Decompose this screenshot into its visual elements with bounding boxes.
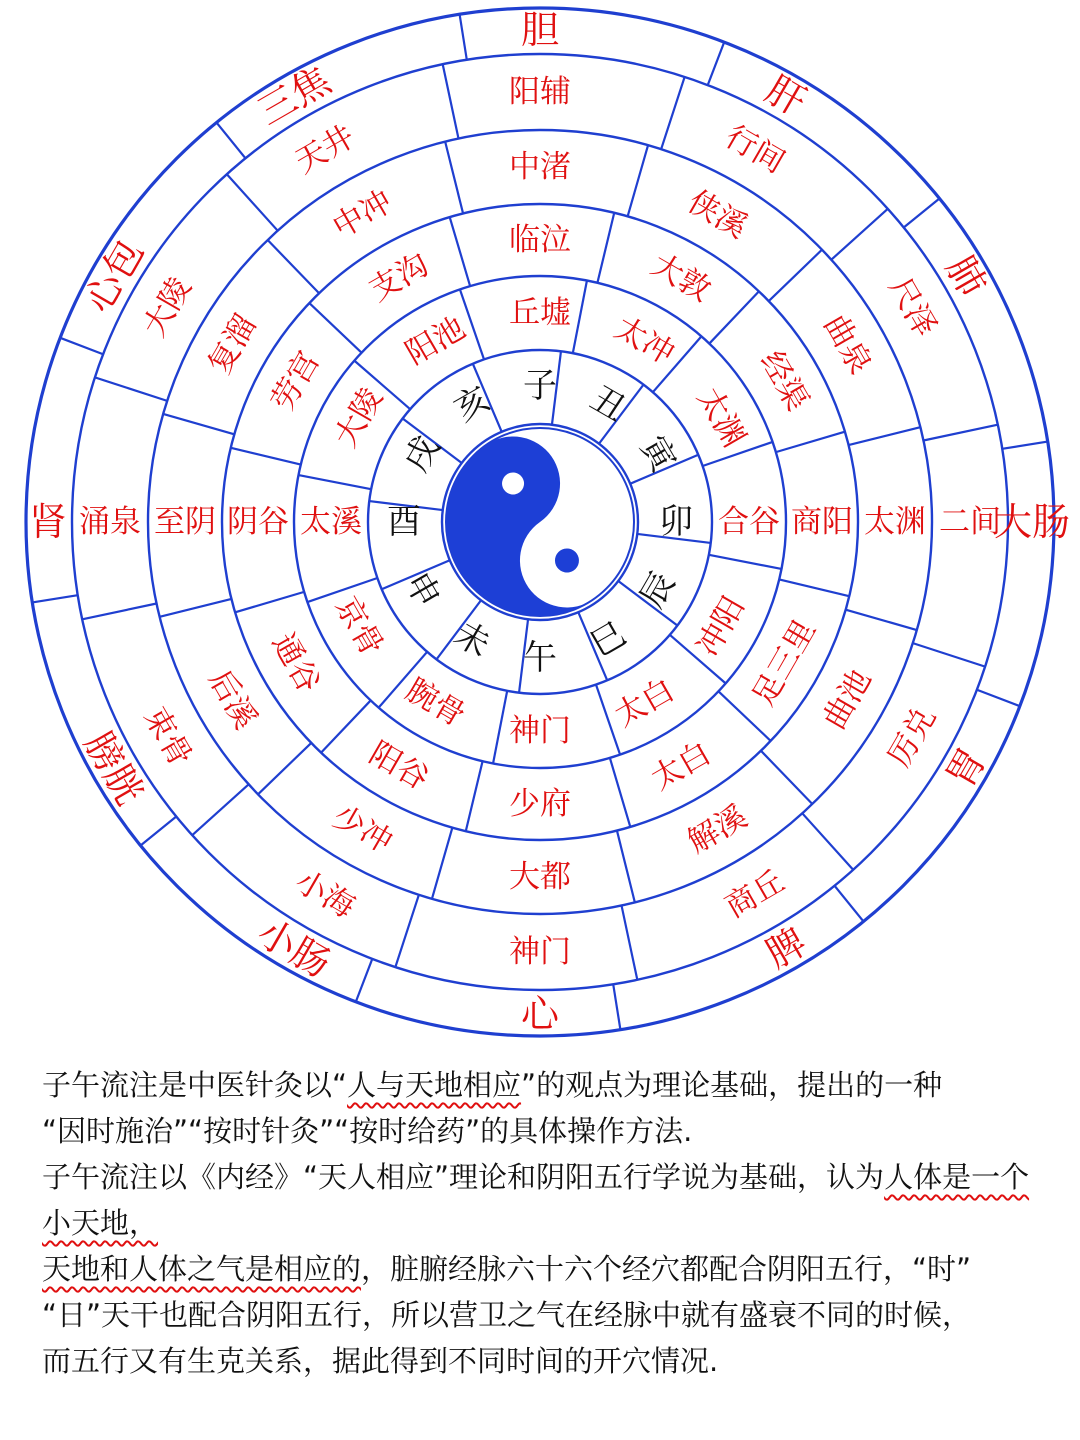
acupoint-label: 大敦 [645,246,717,309]
acupoint-label: 阳辅 [509,74,571,110]
earthly-branch-label: 申 [396,565,449,615]
sector-divider [160,599,232,617]
acupoint-label: 侠溪 [681,183,754,246]
organ-label: 大肠 [993,500,1071,544]
acupoint-label: 阳池 [399,309,472,373]
explanation-text [42,1062,1042,1384]
acupoint-label: 至阴 [154,504,216,540]
acupoint-label: 阴谷 [227,504,289,540]
sector-divider [268,240,319,293]
sector-divider [610,758,630,827]
acupoint-label: 束骨 [136,701,199,773]
sector-divider [443,64,459,138]
acupoint-label: 足三里 [745,613,824,713]
sector-divider [977,690,1020,706]
sector-divider [356,959,372,1002]
sector-divider [231,448,301,465]
organ-label: 小肠 [250,910,338,987]
sector-divider [395,895,418,967]
acupoint-label: 大陵 [327,381,391,454]
sector-divider [708,42,724,85]
underlined-phrase: 人体是一个小天地， [42,1160,1030,1240]
acupoint-label: 通谷 [264,627,327,699]
sector-divider [445,142,463,214]
sector-divider [923,425,997,441]
acupoint-label: 劳宫 [264,345,327,417]
sector-divider [904,199,940,228]
organ-label: 膀胱 [75,724,152,812]
sector-divider [802,813,853,869]
sector-divider [460,289,484,359]
sector-divider [1002,442,1047,449]
note-line [42,1154,1042,1246]
note-text: ”的观点为理论基础，提出的一种 [521,1068,943,1102]
acupoint-label: 尺泽 [881,271,944,343]
sector-divider [769,250,822,301]
acupoint-label: 神门 [509,713,571,749]
organ-label: 肾 [28,500,68,544]
organ-label: 心包 [75,232,152,320]
organ-label: 胆 [520,8,560,52]
sector-divider [450,217,470,286]
earthly-branch-label: 巳 [583,613,633,666]
acupoint-label: 经渠 [753,345,816,417]
sector-divider [309,303,361,353]
earthly-branch-label: 酉 [387,502,421,542]
sector-divider [321,700,371,752]
earthly-branch-label: 亥 [447,378,497,431]
sector-divider [466,761,483,831]
sector-divider [141,817,177,846]
acupoint-label: 京骨 [327,590,391,663]
acupoint-label: 太渊 [864,504,926,540]
note-text: 子午流注以《内经》“天人相应”理论和阴阳五行学说为基础，认为 [42,1160,885,1194]
sector-divider [299,475,372,489]
acupoint-label: 太白 [645,735,717,798]
sector-divider [913,643,985,666]
acupoint-label: 后溪 [201,663,264,736]
organ-label: 脾 [758,919,814,977]
sector-divider [235,592,304,612]
acupoint-label: 合谷 [718,504,780,540]
sector-divider [596,685,620,755]
acupoint-label: 大都 [509,859,571,895]
note-text: ，脏腑经脉六十六个经穴都配合阴阳五行，“时” [361,1252,972,1286]
sector-divider [776,432,845,452]
sector-divider [95,377,167,400]
acupoint-label: 中渚 [509,149,571,185]
underlined-phrase: 人与天地相应 [347,1068,522,1102]
earthly-branch-label: 午 [523,638,557,678]
sector-divider [779,579,849,596]
sector-divider [597,213,614,283]
acupoint-label: 神门 [509,934,571,970]
note-line [42,1246,1042,1292]
sector-divider [573,281,587,354]
acupoint-label: 大陵 [136,271,199,343]
acupoint-label: 解溪 [681,798,754,861]
earthly-branch-label: 子 [523,366,557,406]
sector-divider [493,691,507,764]
acupoint-label: 太冲 [608,309,681,373]
earthly-branch-label: 未 [447,613,497,666]
note-line [42,1108,1042,1154]
sector-divider [622,905,638,979]
sector-divider [613,984,620,1029]
sector-divider [307,578,377,602]
acupoint-label: 二间 [939,504,1001,540]
acupoint-label: 临泣 [509,222,571,258]
sector-divider [846,610,917,630]
sector-divider [163,414,234,434]
sector-divider [460,14,467,59]
acupoint-label: 行间 [719,118,791,181]
acupoint-label: 曲泉 [816,308,879,381]
earthly-branch-label: 辰 [631,565,684,615]
note-line [42,1292,1042,1338]
acupoint-label: 太溪 [300,504,362,540]
sector-divider [703,442,773,466]
acupoint-label: 太白 [608,671,681,735]
sector-divider [831,209,887,260]
acupoint-label: 阳谷 [363,735,435,798]
acupoint-label: 商阳 [791,504,853,540]
earthly-branch-label: 卯 [659,502,693,542]
note-text: “因时施治”“按时针灸”“按时给药”的具体操作方法. [42,1114,693,1148]
organ-label: 心 [520,992,560,1036]
note-text: 而五行又有生克关系，据此得到不同时间的开穴情况. [42,1344,719,1378]
organ-label: 胃 [937,740,995,796]
note-text: 子午流注是中医针灸以“ [42,1068,348,1102]
acupoint-label: 太渊 [689,381,753,454]
sector-divider [709,555,782,569]
sector-divider [661,77,684,149]
acupoint-label: 曲池 [816,663,879,736]
sector-divider [227,174,278,230]
note-line [42,1338,1042,1384]
sector-divider [32,595,77,602]
organ-label: 三焦 [250,57,338,134]
sector-divider [60,338,103,354]
sector-divider [849,427,921,445]
sector-divider [258,743,311,794]
acupoint-label: 涌泉 [79,504,141,540]
acupoint-label: 厉兑 [881,701,944,773]
acupoint-label: 小海 [289,863,361,926]
sector-divider [617,831,635,903]
acupoint-label: 丘墟 [509,295,571,331]
sector-divider [82,604,156,620]
note-text: “日”天干也配合阴阳五行，所以营卫之气在经脉中就有盛衰不同的时候， [42,1298,972,1332]
acupoint-label: 冲阳 [689,590,753,663]
acupoint-label: 商丘 [719,863,791,926]
acupoint-label: 少冲 [326,798,399,861]
note-line [42,1062,1042,1108]
earthly-branch-label: 丑 [583,378,633,431]
sector-divider [432,828,452,899]
sector-divider [761,751,812,804]
acupoint-label: 天井 [289,118,361,181]
underlined-phrase: 天地和人体之气是相应的 [42,1252,362,1286]
earthly-branch-label: 戌 [396,429,449,479]
acupoint-label: 少府 [509,786,571,822]
earthly-branch-label: 寅 [631,429,684,479]
organ-label: 肝 [758,67,814,125]
sector-divider [192,784,248,835]
acupoint-label: 中冲 [326,183,399,246]
sector-divider [709,291,759,343]
acupoint-label: 复溜 [201,308,264,381]
sector-divider [628,145,648,216]
acupoint-label: 支沟 [363,246,435,309]
acupoint-label: 腕骨 [399,671,472,735]
organ-label: 肺 [937,248,995,304]
sector-divider [217,123,246,159]
sector-divider [835,886,864,922]
